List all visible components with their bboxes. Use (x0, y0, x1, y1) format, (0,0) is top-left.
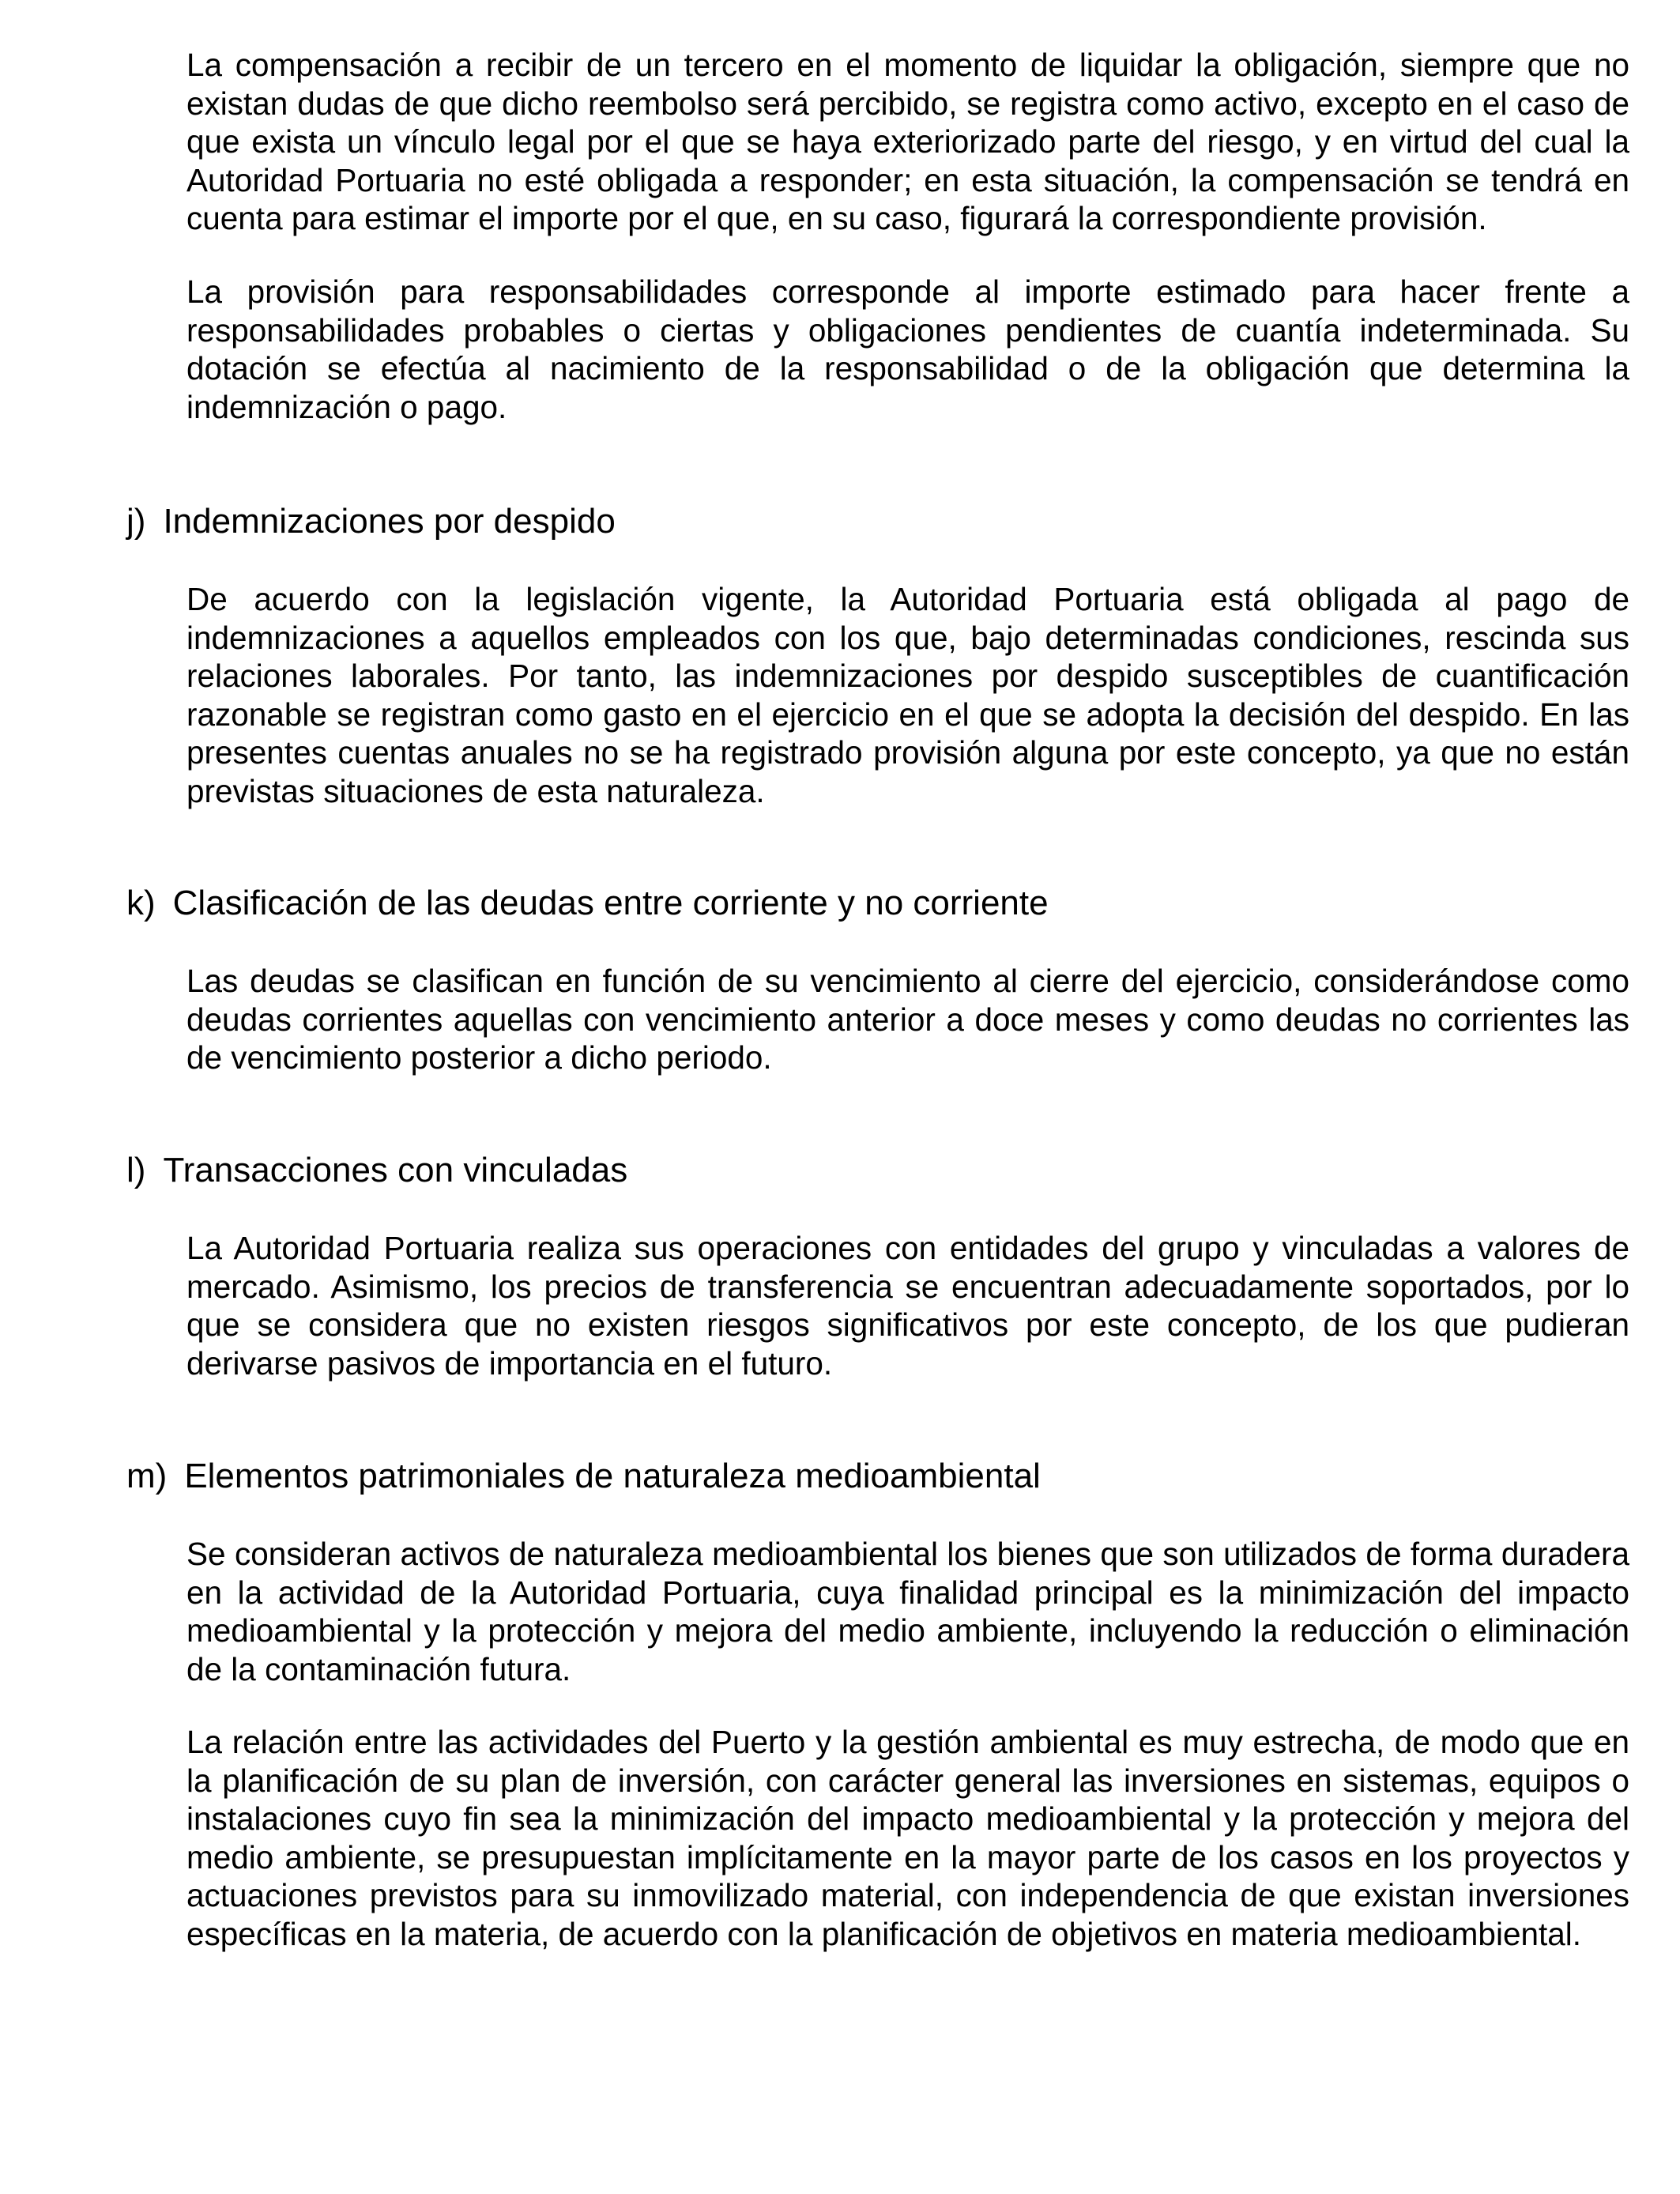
section-l-letter: l) (126, 1151, 146, 1189)
section-j-letter: j) (126, 502, 146, 541)
section-l-title: Transacciones con vinculadas (163, 1151, 628, 1189)
section-m-title: Elementos patrimoniales de naturaleza medioambiental (184, 1457, 1041, 1495)
intro-paragraph-compensation: La compensación a recibir de un tercero en el momento de liquidar la obligación, siempre que no existan dudas de que dicho reembolso será percibido, se registra como activo, excepto en el caso de que exista un vínculo legal por el que se haya exteriorizado parte del riesgo, y en virtud del cual la Autoridad Portuaria no esté obligada a responder; en esta situación, la compensación se tendrá en cuenta para estimar el importe por el que, en su caso, figurará la correspondiente provisión. (186, 47, 1629, 237)
section-m-paragraph-relation: La relación entre las actividades del Puerto y la gestión ambiental es muy estrecha, de modo que en la planificación de su plan de inversión, con carácter general las inversiones en sistemas, equipos o instalaciones cuyo fin sea la minimización del impacto medioambiental y la protección y mejora del medio ambiente, se presupuestan implícitamente en la mayor parte de los casos en los proyectos y actuaciones previstos para su inmovilizado material, con independencia de que existan inversiones específicas en la materia, de acuerdo con la planificación de objetivos en materia medioambiental. (186, 1724, 1629, 1952)
section-l-paragraph: La Autoridad Portuaria realiza sus operaciones con entidades del grupo y vinculadas a valores de mercado. Asimismo, los precios de transferencia se encuentran adecuadamente soportados, por lo que se considera que no existen riesgos significativos por este concepto, de los que pudieran derivarse pasivos de importancia en el futuro. (186, 1230, 1629, 1382)
section-k-title: Clasificación de las deudas entre corriente y no corriente (172, 884, 1049, 922)
section-m-paragraph-assets: Se consideran activos de naturaleza medioambiental los bienes que son utilizados de forma duradera en la actividad de la Autoridad Portuaria, cuya finalidad principal es la minimización del impacto medioambiental y la protección y mejora del medio ambiente, incluyendo la reducción o eliminación de la contaminación futura. (186, 1536, 1629, 1687)
section-m-heading (126, 1456, 1041, 1497)
section-k-heading (126, 883, 1049, 924)
section-l-heading (126, 1150, 627, 1191)
section-k-paragraph: Las deudas se clasifican en función de su vencimiento al cierre del ejercicio, considerándose como deudas corrientes aquellas con vencimiento anterior a doce meses y como deudas no corrientes las de vencimiento posterior a dicho periodo. (186, 963, 1629, 1076)
section-j-paragraph: De acuerdo con la legislación vigente, la Autoridad Portuaria está obligada al pago de indemnizaciones a aquellos empleados con los que, bajo determinadas condiciones, rescinda sus relaciones laborales. Por tanto, las indemnizaciones por despido susceptibles de cuantificación razonable se registran como gasto en el ejercicio en el que se adopta la decisión del despido. En las presentes cuentas anuales no se ha registrado provisión alguna por este concepto, ya que no están previstas situaciones de esta naturaleza. (186, 581, 1629, 809)
section-j-title: Indemnizaciones por despido (163, 502, 616, 541)
intro-paragraph-provision: La provisión para responsabilidades corresponde al importe estimado para hacer frente a responsabilidades probables o ciertas y obligaciones pendientes de cuantía indeterminada. Su dotación se efectúa al nacimiento de la responsabilidad o de la obligación que determina la indemnización o pago. (186, 273, 1629, 425)
section-k-letter: k) (126, 884, 156, 922)
section-j-heading (126, 501, 616, 542)
section-m-letter: m) (126, 1457, 168, 1495)
